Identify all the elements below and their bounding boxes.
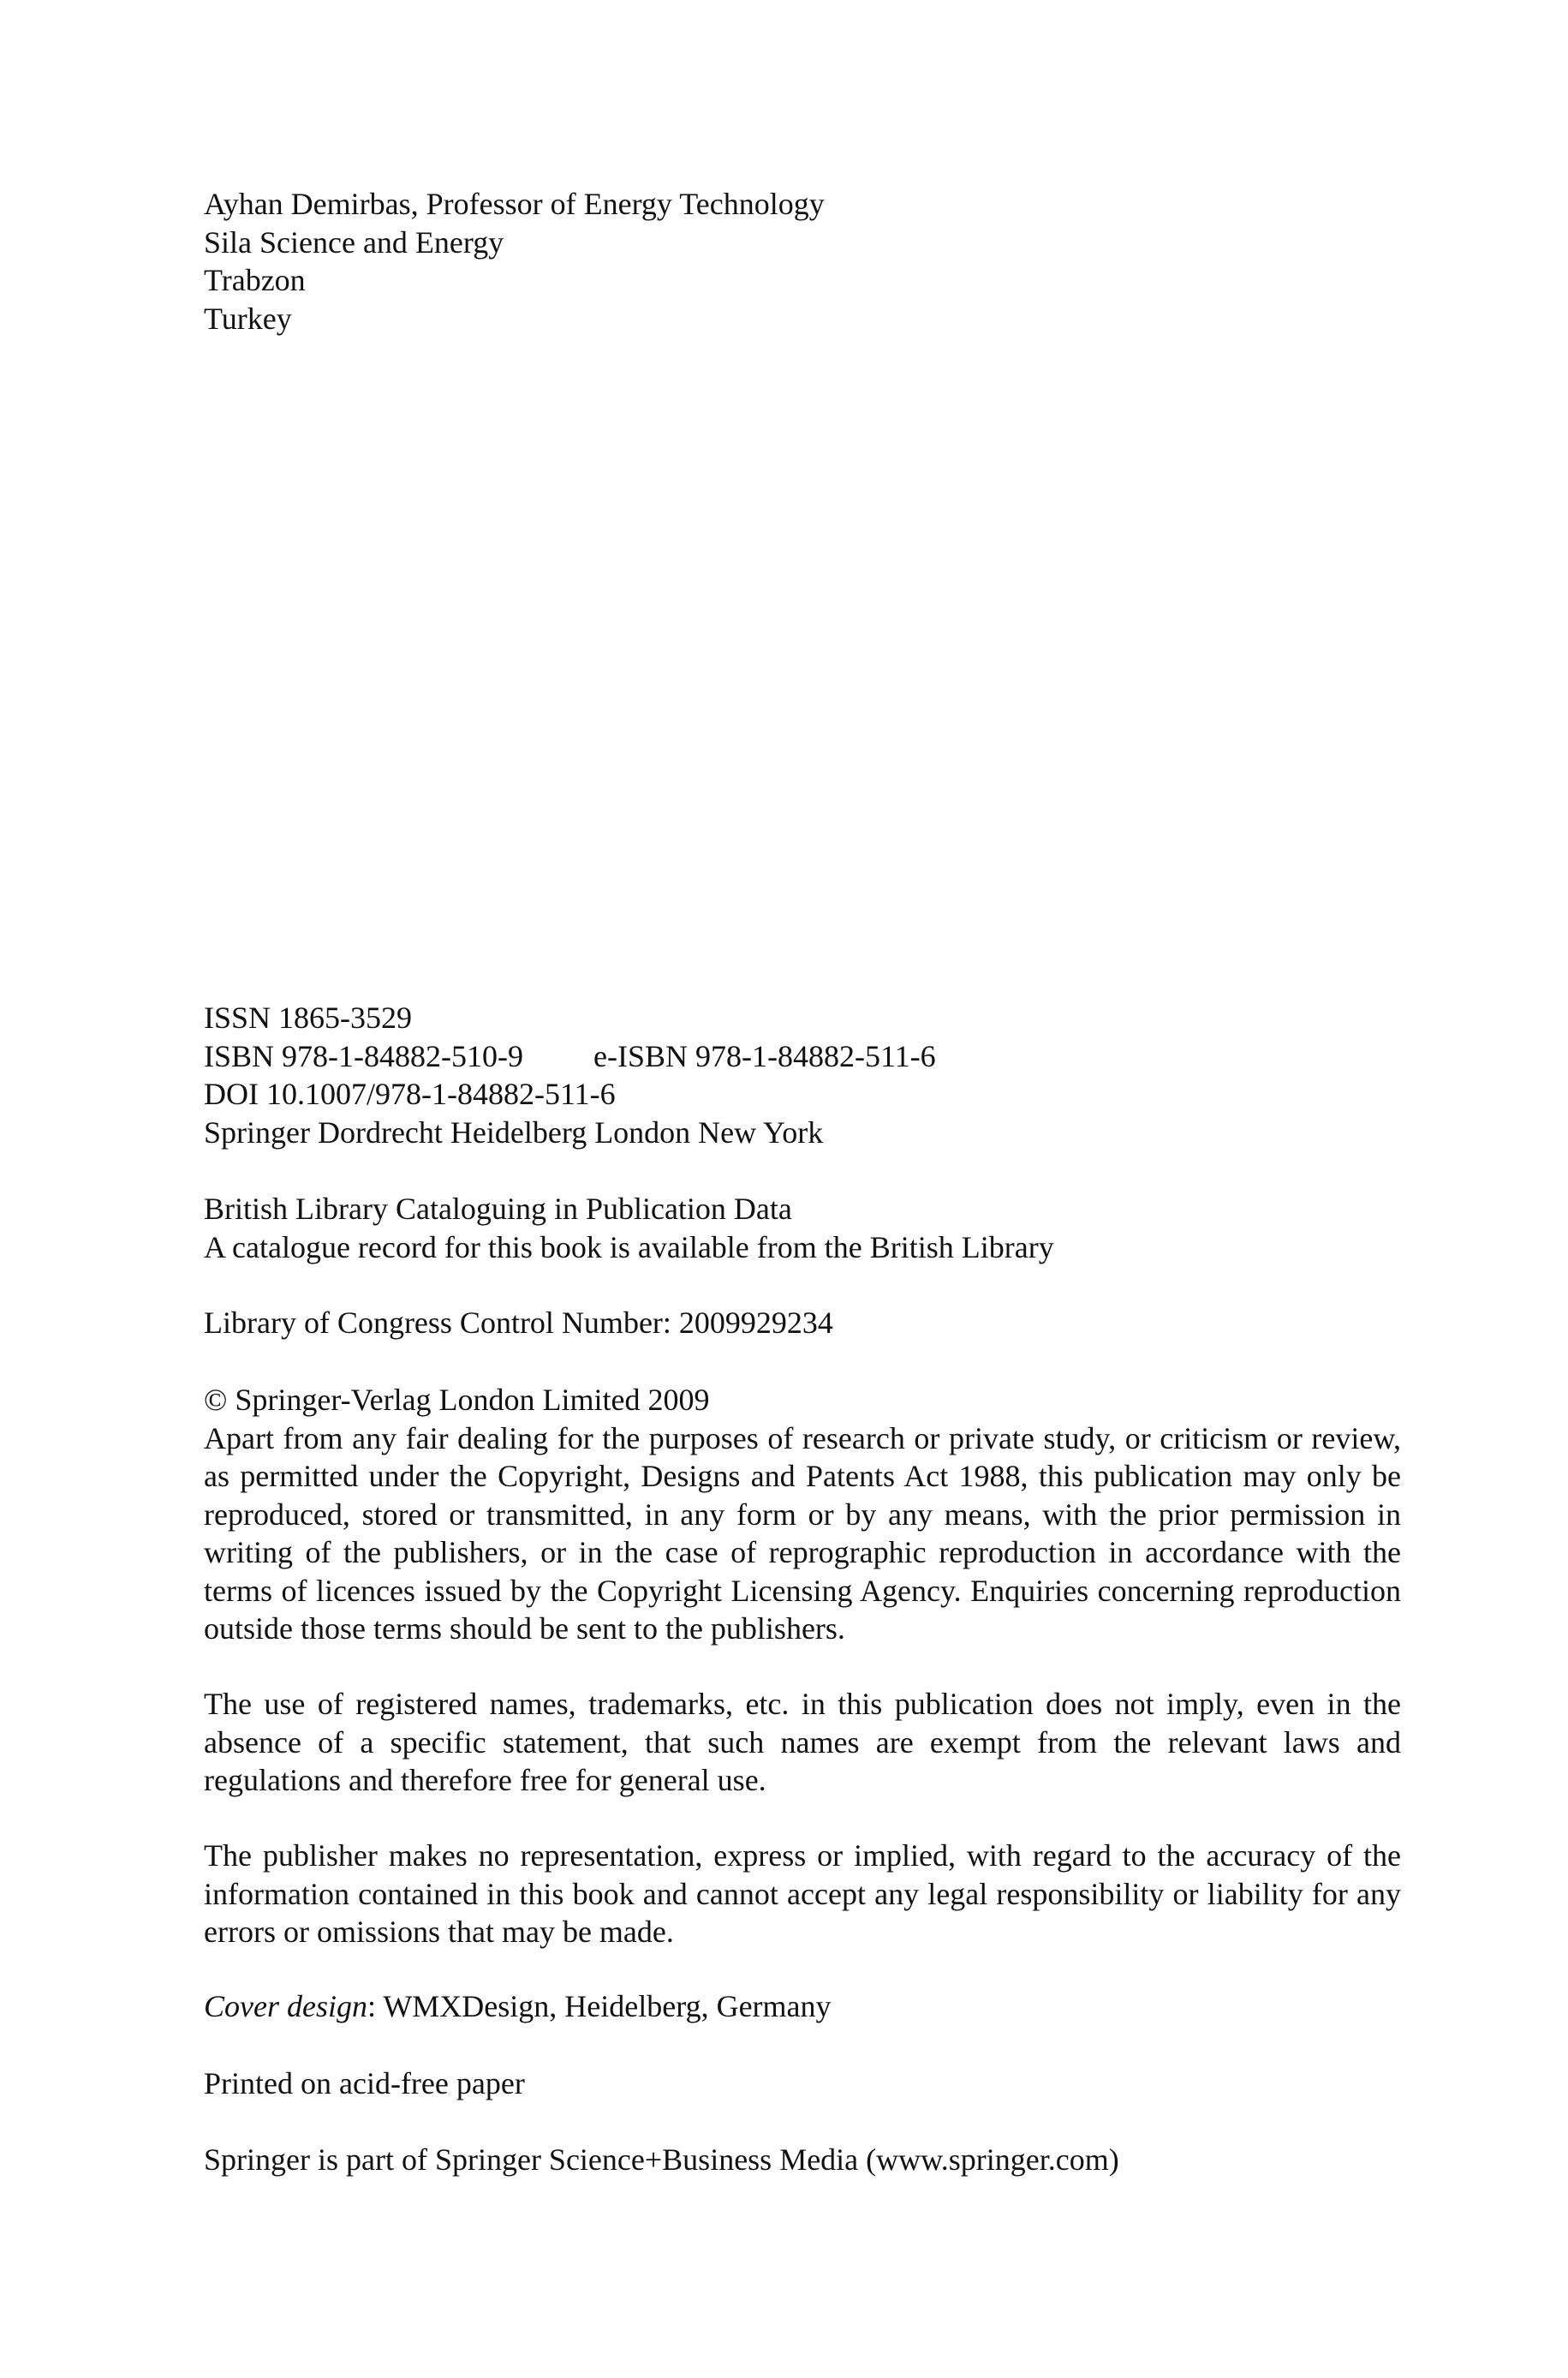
copyright-notice: © Springer-Verlag London Limited 2009 (204, 1383, 710, 1417)
cover-design-block (204, 1987, 1401, 2026)
author-name: Ayhan Demirbas, Professor of Energy Technology (204, 187, 825, 221)
springer-note: Springer is part of Springer Science+Business Media (www.springer.com) (204, 2142, 1119, 2177)
copyright-block (204, 1381, 1401, 1648)
copyright-text: Apart from any fair dealing for the purposes of research or private study, or criticism or review, as permitted under the Copyright, Designs and Patents Act 1988, this publication may only be reproduced, stored or transmitted, in any form or by any means, with the prior permission in writing of the publishers, or in the case of reprographic reproduction in accordance with the terms of licences issued by the Copyright Licensing Agency. Enquiries concerning reproduction outside those terms should be sent to the publishers. (204, 1420, 1401, 1646)
lccn: Library of Congress Control Number: 2009929234 (204, 1306, 833, 1340)
author-affiliation: Sila Science and Energy (204, 224, 504, 260)
doi: DOI 10.1007/978-1-84882-511-6 (204, 1077, 616, 1111)
springer-block (204, 2141, 1401, 2179)
eisbn: e-ISBN 978-1-84882-511-6 (593, 1038, 936, 1073)
trademark-block (204, 1685, 1401, 1800)
disclaimer-block (204, 1837, 1401, 1951)
isbn: ISBN 978-1-84882-510-9 (204, 1038, 523, 1073)
author-block (204, 185, 1401, 338)
cover-design-label: Cover design (204, 1989, 367, 2023)
author-country: Turkey (204, 301, 292, 336)
publisher-locations: Springer Dordrecht Heidelberg London New York (204, 1114, 824, 1150)
disclaimer: The publisher makes no representation, express or implied, with regard to the accuracy of the information contained in this book and cannot accept any legal responsibility or liability for any errors or omissions that may be made. (204, 1838, 1401, 1949)
cover-design-line (204, 1987, 1401, 2026)
publication-identifiers (204, 999, 1401, 1151)
british-library-block (204, 1190, 1401, 1266)
paper-note: Printed on acid-free paper (204, 2066, 525, 2100)
author-city: Trabzon (204, 263, 306, 297)
isbn-row (204, 1037, 1401, 1076)
lccn-block (204, 1304, 1401, 1342)
british-library-heading: British Library Cataloguing in Publication Data (204, 1192, 792, 1226)
trademark-notice: The use of registered names, trademarks, etc. in this publication does not imply, even in the absence of a specific statement, that such names are exempt from the relevant laws and regulations and therefore free for general use. (204, 1687, 1401, 1797)
british-library-note: A catalogue record for this book is available from the British Library (204, 1229, 1054, 1264)
issn: ISSN 1865-3529 (204, 1001, 413, 1035)
cover-design-value: : WMXDesign, Heidelberg, Germany (367, 1989, 832, 2023)
paper-block (204, 2064, 1401, 2103)
